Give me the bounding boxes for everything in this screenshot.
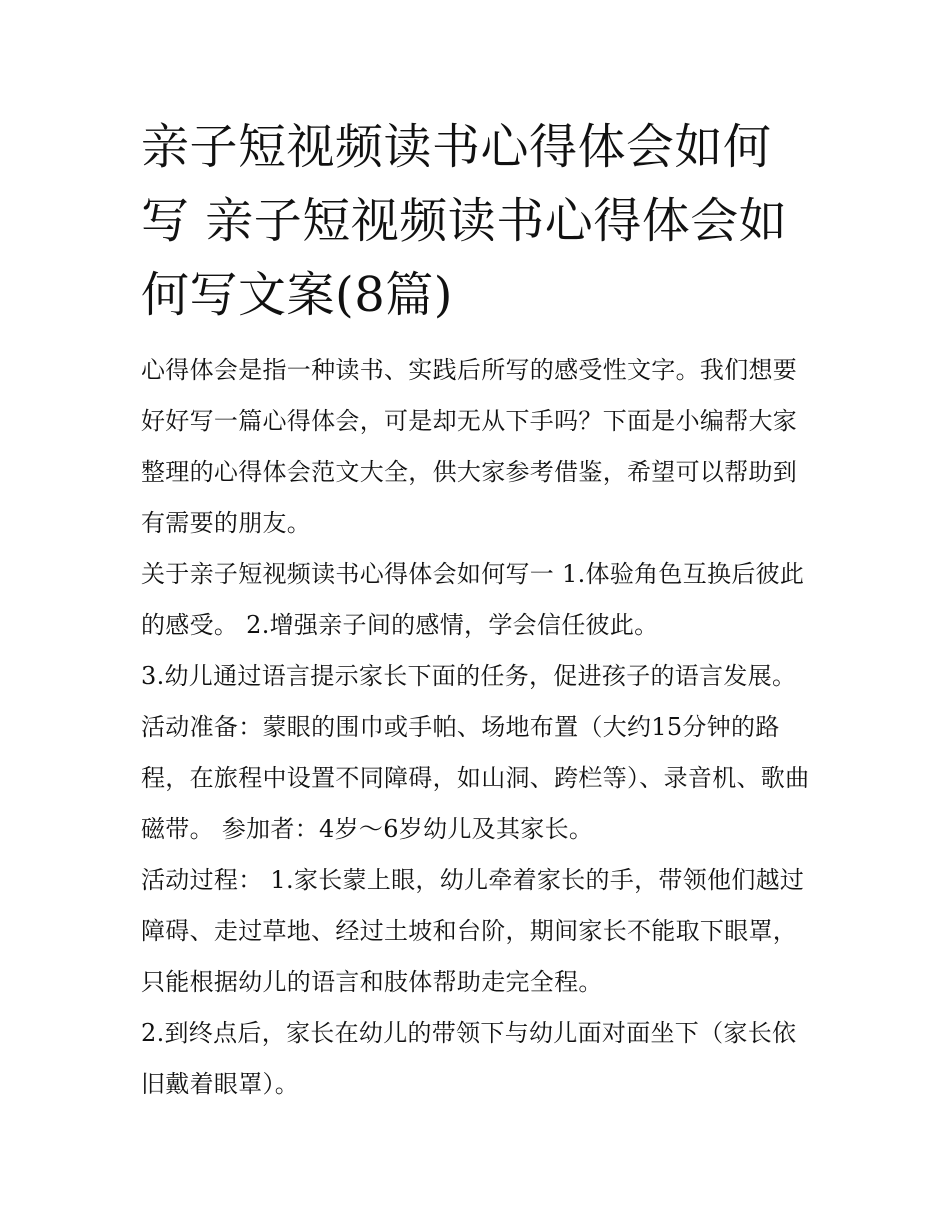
document-page [141,110,816,1110]
document-title: 亲子短视频读书心得体会如何写 亲子短视频读书心得体会如何写文案(8篇) [141,119,788,323]
objective-3-paragraph: 3.幼儿通过语言提示家长下面的任务，促进孩子的语言发展。 [141,662,797,690]
preparation-paragraph: 活动准备：蒙眼的围巾或手帕、场地布置（大约15分钟的路程，在旅程中设置不同障碍，如山洞、跨栏等）、录音机、歌曲磁带。 参加者：4岁～6岁幼儿及其家长。 [141,713,810,843]
intro-paragraph: 心得体会是指一种读书、实践后所写的感受性文字。我们想要好好写一篇心得体会，可是却无从下手吗？下面是小编帮大家整理的心得体会范文大全，供大家参考借鉴，希望可以帮助到有需要的朋友。 [141,356,798,537]
objectives-paragraph: 关于亲子短视频读书心得体会如何写一 1.体验角色互换后彼此的感受。 2.增强亲子间的感情，学会信任彼此。 [141,560,805,639]
process-step-2-paragraph: 2.到终点后，家长在幼儿的带领下与幼儿面对面坐下（家长依旧戴着眼罩）。 [141,1019,797,1098]
process-step-1-paragraph: 活动过程： 1.家长蒙上眼，幼儿牵着家长的手，带领他们越过障碍、走过草地、经过土坡和台阶，期间家长不能取下眼罩，只能根据幼儿的语言和肢体帮助走完全程。 [141,866,805,996]
